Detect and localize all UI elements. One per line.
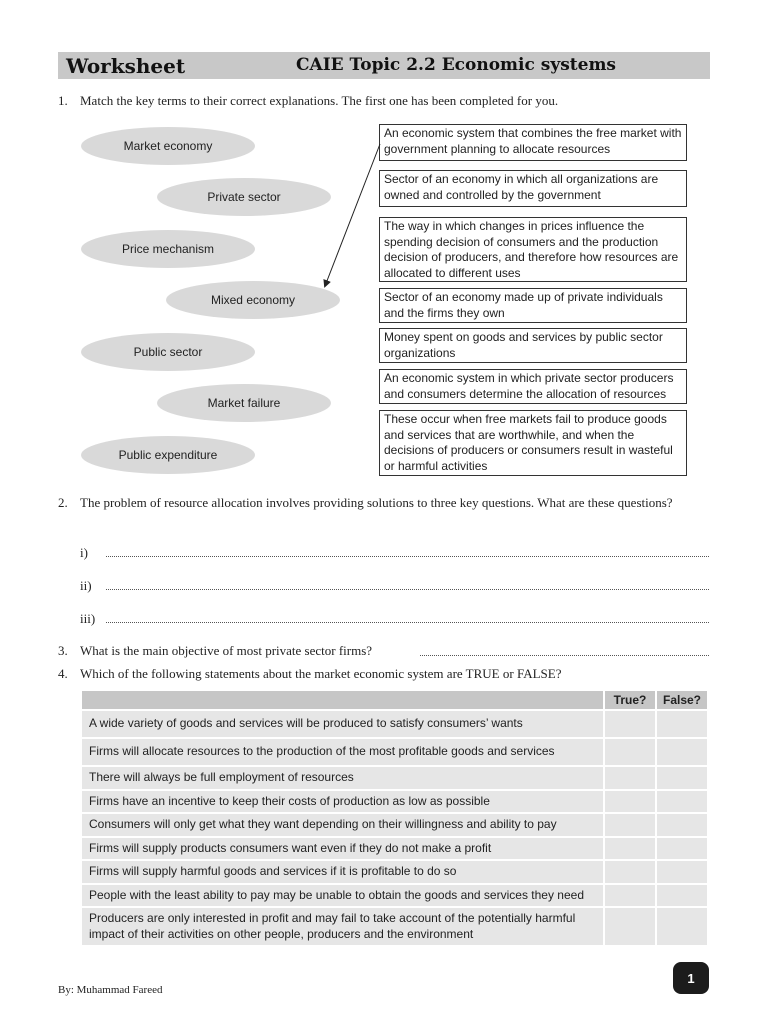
false-cell[interactable] [656,907,708,946]
q4-prompt: Which of the following statements about the market economic system are TRUE or FALSE? [80,666,562,681]
q4-number: 4. [58,666,68,681]
answer-line-i[interactable] [106,556,709,557]
answer-label-iii: iii) [80,611,96,626]
true-cell[interactable] [604,766,656,790]
statement-text: Firms have an incentive to keep their costs of production as low as possible [81,790,604,814]
false-cell[interactable] [656,790,708,814]
false-column-header: False? [656,690,708,710]
true-cell[interactable] [604,884,656,908]
table-row [81,738,708,766]
explanation-box[interactable]: Sector of an economy in which all organizations are owned and controlled by the government [379,170,687,207]
statement-text: There will always be full employment of resources [81,766,604,790]
table-row [81,860,708,884]
statement-text: A wide variety of goods and services will be produced to satisfy consumers’ wants [81,710,604,738]
table-row [81,907,708,946]
statement-text: Consumers will only get what they want depending on their willingness and ability to pay [81,813,604,837]
false-cell[interactable] [656,710,708,738]
answer-line-q3[interactable] [420,655,709,656]
term-price-mechanism[interactable]: Price mechanism [81,230,255,268]
worksheet-title: Worksheet [66,54,186,78]
answer-label-ii: ii) [80,578,92,593]
table-row [81,813,708,837]
q3-number: 3. [58,643,68,658]
statement-text: Firms will supply products consumers want even if they do not make a profit [81,837,604,861]
term-public-expenditure[interactable]: Public expenditure [81,436,255,474]
table-header-row [81,690,708,710]
true-cell[interactable] [604,738,656,766]
true-cell[interactable] [604,790,656,814]
term-mixed-economy[interactable]: Mixed economy [166,281,340,319]
statement-text: Firms will supply harmful goods and services if it is profitable to do so [81,860,604,884]
topic-title: CAIE Topic 2.2 Economic systems [296,55,617,75]
q2-number: 2. [58,495,68,510]
true-false-table [80,689,709,947]
false-cell[interactable] [656,813,708,837]
answer-label-i: i) [80,545,88,560]
term-market-economy[interactable]: Market economy [81,127,255,165]
false-cell[interactable] [656,884,708,908]
table-row [81,790,708,814]
term-public-sector[interactable]: Public sector [81,333,255,371]
q2-prompt: The problem of resource allocation involves providing solutions to three key questions. What are these questions? [80,495,673,510]
statement-header [81,690,604,710]
true-cell[interactable] [604,907,656,946]
table-row [81,766,708,790]
false-cell[interactable] [656,860,708,884]
explanation-box[interactable]: An economic system in which private sector producers and consumers determine the allocation of resources [379,369,687,404]
table-row [81,837,708,861]
page-number: 1 [673,962,709,994]
q1-number: 1. [58,93,68,108]
table-row [81,884,708,908]
false-cell[interactable] [656,766,708,790]
explanation-box[interactable]: These occur when free markets fail to produce goods and services that are worthwhile, and when the decisions of producers or consumers result in wasteful or harmful activities [379,410,687,476]
q3-prompt: What is the main objective of most private sector firms? [80,643,373,658]
true-cell[interactable] [604,837,656,861]
explanation-box[interactable]: Sector of an economy made up of private individuals and the firms they own [379,288,687,323]
answer-line-iii[interactable] [106,622,709,623]
false-cell[interactable] [656,738,708,766]
term-private-sector[interactable]: Private sector [157,178,331,216]
explanation-box[interactable]: The way in which changes in prices influence the spending decision of consumers and the production decision of producers, and therefore how resources are allocated to different uses [379,217,687,282]
q1-prompt: Match the key terms to their correct explanations. The first one has been completed for you. [80,93,559,108]
false-cell[interactable] [656,837,708,861]
explanation-box[interactable]: An economic system that combines the free market with government planning to allocate resources [379,124,687,161]
statement-text: People with the least ability to pay may be unable to obtain the goods and services they need [81,884,604,908]
statement-text: Firms will allocate resources to the production of the most profitable goods and services [81,738,604,766]
table-row [81,710,708,738]
true-column-header: True? [604,690,656,710]
true-cell[interactable] [604,813,656,837]
true-cell[interactable] [604,710,656,738]
term-market-failure[interactable]: Market failure [157,384,331,422]
true-cell[interactable] [604,860,656,884]
statement-text: Producers are only interested in profit and may fail to take account of the potentially harmful impact of their activities on other people, producers and the environment [81,907,604,946]
author-credit: By: Muhammad Fareed [58,984,163,996]
answer-line-ii[interactable] [106,589,709,590]
explanation-box[interactable]: Money spent on goods and services by public sector organizations [379,328,687,363]
